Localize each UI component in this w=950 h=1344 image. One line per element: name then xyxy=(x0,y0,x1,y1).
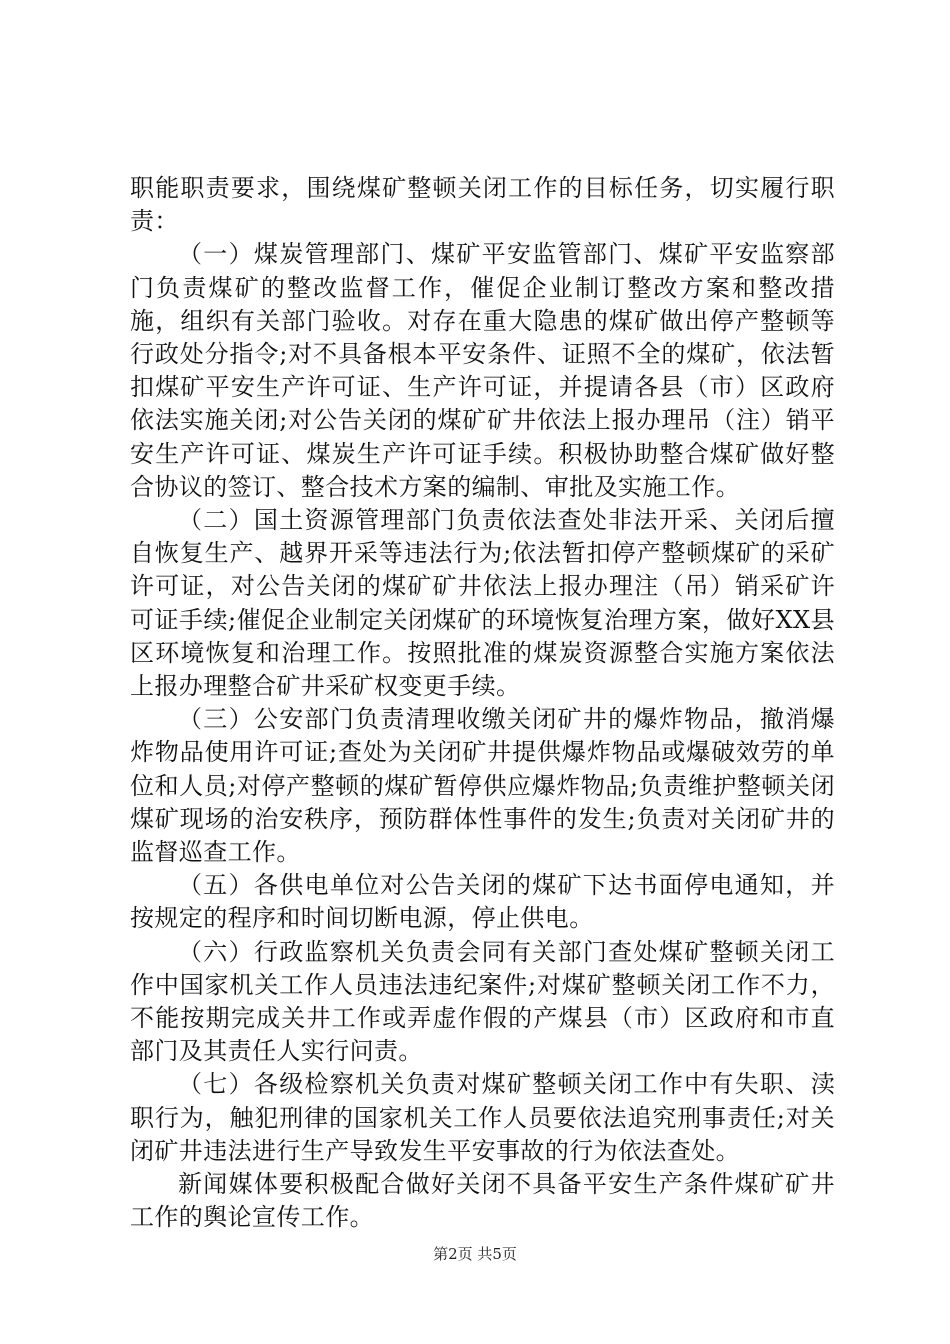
paragraph-item-7: （七）各级检察机关负责对煤矿整顿关闭工作中有失职、渎职行为，触犯刑律的国家机关工作人员要依法追究刑事责任;对关闭矿井违法进行生产导致发生平安事故的行为依法查处。 xyxy=(130,1070,835,1165)
paragraph-item-3: （三）公安部门负责清理收缴关闭矿井的爆炸物品，撤消爆炸物品使用许可证;查处为关闭矿井提供爆炸物品或爆破效劳的单位和人员;对停产整顿的煤矿暂停供应爆炸物品;负责维护整顿关闭煤矿现场的治安秩序，预防群体性事件的发生;负责对关闭矿井的监督巡查工作。 xyxy=(130,705,835,867)
paragraph-media: 新闻媒体要积极配合做好关闭不具备平安生产条件煤矿矿井工作的舆论宣传工作。 xyxy=(130,1170,835,1232)
paragraph-continuation: 职能职责要求，围绕煤矿整顿关闭工作的目标任务，切实履行职责： xyxy=(130,174,835,236)
paragraph-item-1: （一）煤炭管理部门、煤矿平安监管部门、煤矿平安监察部门负责煤矿的整改监督工作，催促企业制订整改方案和整改措施，组织有关部门验收。对存在重大隐患的煤矿做出停产整顿等行政处分指令;对不具备根本平安条件、证照不全的煤矿，依法暂扣煤矿平安生产许可证、生产许可证，并提请各县（市）区政府依法实施关闭;对公告关闭的煤矿矿井依法上报办理吊（注）销平安生产许可证、煤炭生产许可证手续。积极协助整合煤矿做好整合协议的签订、整合技术方案的编制、审批及实施工作。 xyxy=(130,240,835,501)
paragraph-item-6: （六）行政监察机关负责会同有关部门查处煤矿整顿关闭工作中国家机关工作人员违法违纪案件;对煤矿整顿关闭工作不力，不能按期完成关井工作或弄虚作假的产煤县（市）区政府和市直部门及其责任人实行问责。 xyxy=(130,937,835,1066)
paragraph-item-2: （二）国土资源管理部门负责依法查处非法开采、关闭后擅自恢复生产、越界开采等违法行为;依法暂扣停产整顿煤矿的采矿许可证，对公告关闭的煤矿矿井依法上报办理注（吊）销采矿许可证手续;催促企业制定关闭煤矿的环境恢复治理方案，做好XX县区环境恢复和治理工作。按照批准的煤炭资源整合实施方案依法上报办理整合矿井采矿权变更手续。 xyxy=(130,506,835,701)
document-body xyxy=(130,172,835,1235)
paragraph-item-5: （五）各供电单位对公告关闭的煤矿下达书面停电通知，并按规定的程序和时间切断电源，停止供电。 xyxy=(130,871,835,933)
page-number-footer: 第2页 共5页 xyxy=(433,1245,517,1263)
